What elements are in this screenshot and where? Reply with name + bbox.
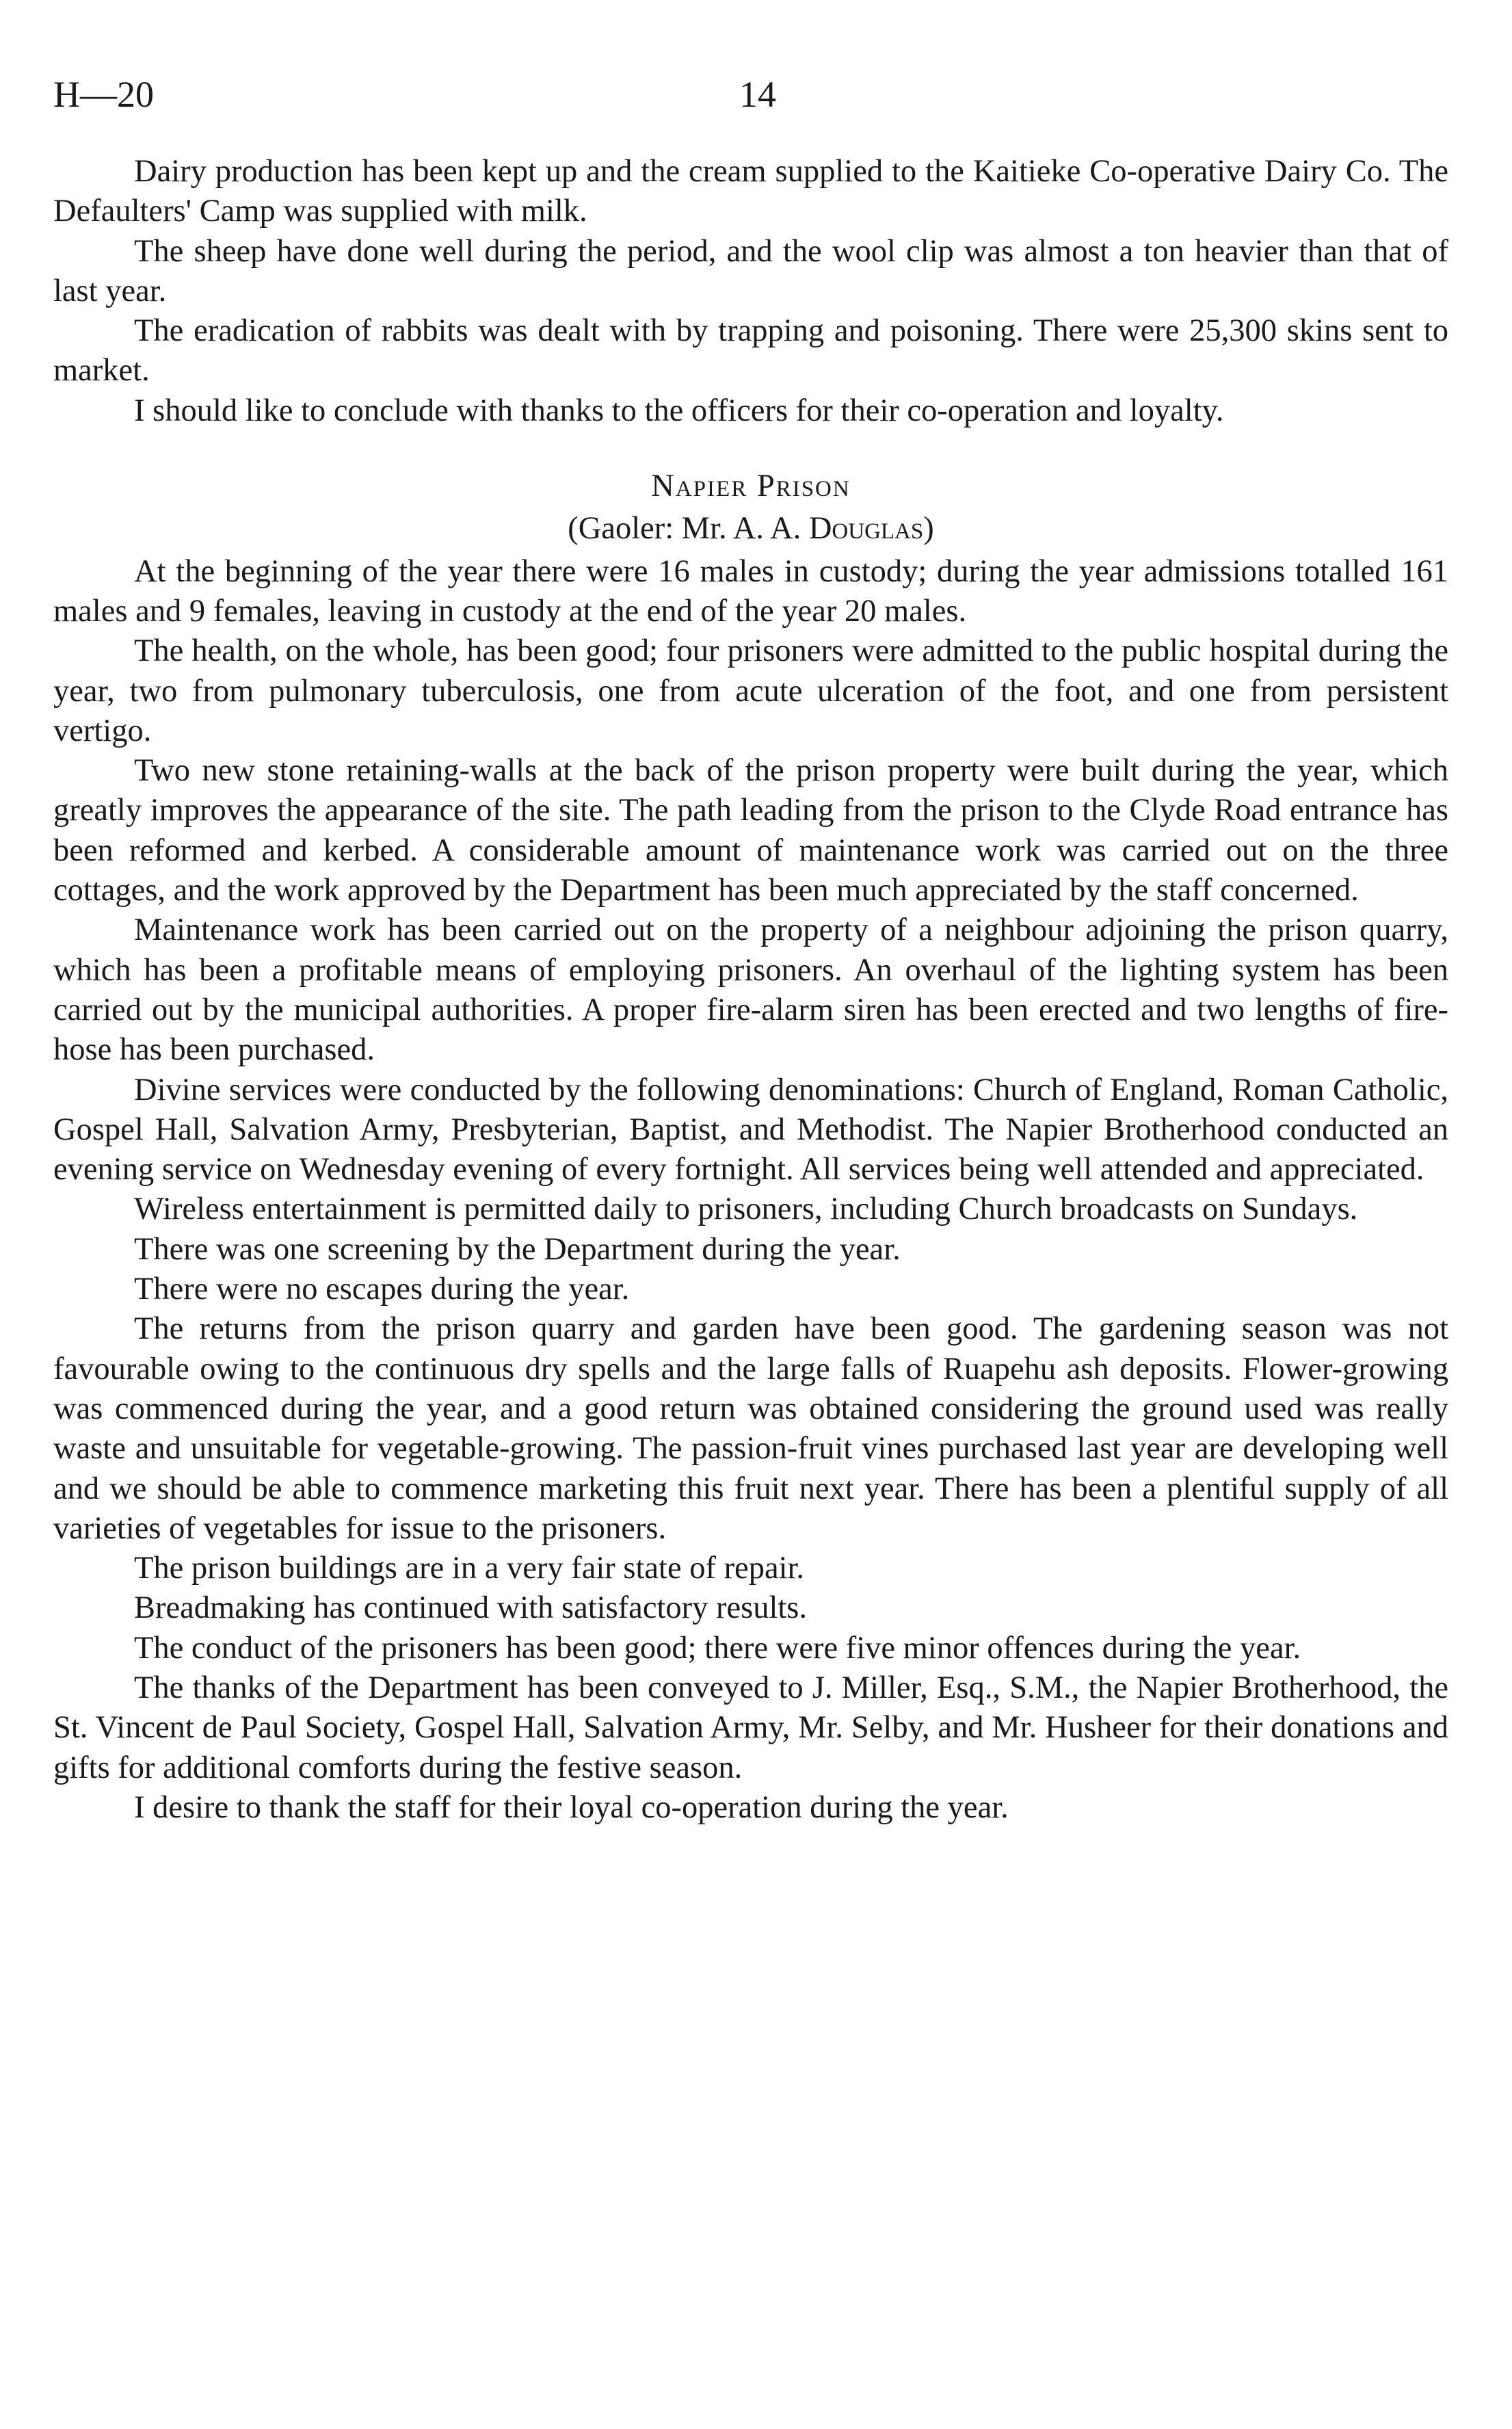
page-number: 14 — [739, 74, 776, 115]
section-subtitle — [53, 509, 1448, 549]
paragraph-thanks-officers: I should like to conclude with thanks to the officers for their co-operation and loyalty. — [134, 393, 1224, 428]
paragraph-maintenance: Maintenance work has been carried out on the property of a neighbour adjoining the prison quarry, which has been a profitable means of employing prisoners. An overhaul of the lighting system has been carried out by the municipal authorities. A proper fire-alarm siren has been erected and two lengths of fire-hose has been purchased. — [53, 912, 1448, 1068]
page-header — [53, 67, 1448, 122]
paragraph-donations: The thanks of the Department has been conveyed to J. Miller, Esq., S.M., the Napier Brotherhood, the St. Vincent de Paul Society, Gospel Hall, Salvation Army, Mr. Selby, and Mr. Husheer for their donations and gifts for additional comforts during the festive season. — [53, 1670, 1448, 1785]
paragraph-staff-thanks: I desire to thank the staff for their loyal co-operation during the year. — [134, 1789, 1009, 1825]
paragraph-custody: At the beginning of the year there were 16 males in custody; during the year admissions totalled 161 males and 9 females, leaving in custody at the end of the year 20 males. — [53, 553, 1448, 629]
paragraph-screening: There was one screening by the Department during the year. — [134, 1231, 901, 1267]
paragraph-wireless: Wireless entertainment is permitted daily to prisoners, including Church broadcasts on Sundays. — [134, 1192, 1358, 1227]
paragraph-breadmaking: Breadmaking has continued with satisfactory results. — [134, 1590, 808, 1626]
paragraph-retaining-walls: Two new stone retaining-walls at the back of the prison property were built during the year, which greatly improves the appearance of the site. The path leading from the prison to the Clyde Road entrance has been reformed and kerbed. A considerable amount of maintenance work was carried out on the three cottages, and the work approved by the Department has been much appreciated by the staff concerned. — [53, 753, 1448, 908]
paragraph-conduct: The conduct of the prisoners has been good; there were five minor offences during the year. — [134, 1630, 1301, 1666]
paragraph-sheep: The sheep have done well during the period, and the wool clip was almost a ton heavier than that of last year. — [53, 233, 1448, 308]
paragraph-rabbits: The eradication of rabbits was dealt with by trapping and poisoning. There were 25,300 skins sent to market. — [53, 313, 1448, 389]
gaoler-name: Douglas — [808, 511, 924, 547]
section-title: Napier Prison — [651, 469, 851, 504]
paragraph-quarry-garden: The returns from the prison quarry and garden have been good. The gardening season was not favourable owing to the continuous dry spells and the large falls of Ruapehu ash deposits. Flower-growing was commenced during the year, and a good return was obtained considering the ground used was really waste and unsuitable for vegetable-growing. The passion-fruit vines purchased last year are developing well and we should be able to commence marketing this fruit next year. There has been a plentiful supply of all varieties of vegetables for issue to the prisoners. — [53, 1311, 1448, 1546]
paragraph-escapes: There were no escapes during the year. — [134, 1272, 630, 1307]
paragraph-buildings: The prison buildings are in a very fair state of repair. — [134, 1551, 805, 1586]
paragraph-health: The health, on the whole, has been good; four prisoners were admitted to the public hospital during the year, two from pulmonary tuberculosis, one from acute ulceration of the foot, and one from persistent vertigo. — [53, 633, 1448, 748]
document-reference: H—20 — [53, 74, 154, 115]
body-text — [53, 152, 1448, 1828]
paragraph-dairy: Dairy production has been kept up and the cream supplied to the Kaitieke Co-operative Dairy Co. The Defaulters' Camp was supplied with milk. — [53, 154, 1448, 229]
subtitle-suffix: ) — [923, 511, 934, 547]
subtitle-prefix: (Gaoler: Mr. A. A. — [568, 511, 809, 547]
paragraph-divine-services: Divine services were conducted by the following denominations: Church of England, Roman Catholic, Gospel Hall, Salvation Army, Presbyterian, Baptist, and Methodist. The Napier Brotherhood conducted an evening service on Wednesday evening of every fortnight. All services being well attended and appreciated. — [53, 1072, 1448, 1187]
